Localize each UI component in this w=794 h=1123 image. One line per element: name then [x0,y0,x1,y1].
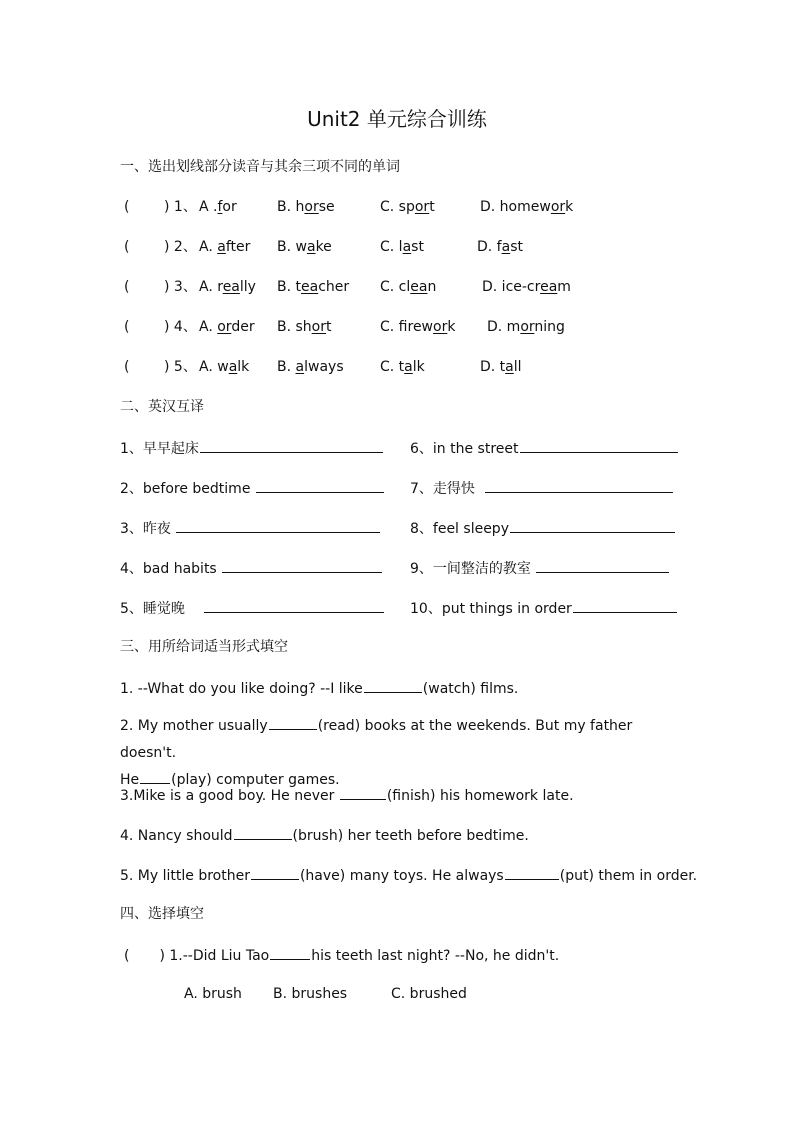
option-a[interactable]: A. walk [199,359,250,375]
answer-blank[interactable] [510,517,675,533]
underlined-letters: a [404,359,413,375]
answer-blank[interactable] [573,597,677,613]
fill-question-5: 5. My little brother (have) many toys. He always (put) them in order. [120,864,697,886]
question-number: ) 1、 [164,199,197,215]
option-d[interactable]: D. tall [480,359,522,375]
option-c[interactable]: C. talk [380,359,425,375]
answer-blank[interactable] [251,864,299,880]
answer-blank[interactable] [222,557,382,573]
underlined-letters: a [228,359,238,375]
underlined-letters: a [217,239,226,255]
option-c[interactable]: C. sport [380,199,435,215]
underlined-letters: or [217,319,232,335]
underlined-letters: a [402,239,412,255]
section4-heading: 四、选择填空 [120,906,204,922]
choice-option-c[interactable]: C. brushed [391,986,467,1002]
translate-item-10: 10、put things in order [410,597,678,619]
choice-option-a[interactable]: A. brush [184,986,242,1002]
translate-item-7: 7、走得快 [410,477,674,499]
option-a[interactable]: A. order [199,319,255,335]
answer-blank[interactable] [505,864,559,880]
answer-blank[interactable] [234,824,292,840]
option-b[interactable]: B. horse [277,199,335,215]
open-paren: ( [124,319,130,335]
underlined-letters: a [505,359,514,375]
underlined-letters: ea [301,279,319,295]
underlined-letters: or [550,199,566,215]
underlined-letters: f [217,199,223,215]
question-number: ) 3、 [164,279,197,295]
open-paren: ( [124,359,130,375]
translate-item-5: 5、睡觉晚 [120,597,385,619]
answer-blank[interactable] [364,677,422,693]
underlined-letters: or [414,199,430,215]
answer-blank[interactable] [270,944,310,960]
underlined-letters: a [295,359,305,375]
option-b[interactable]: B. wake [277,239,332,255]
fill-question-1: 1. --What do you like doing? --I like (watch) films. [120,677,518,699]
choice-question-1: ( ) 1.--Did Liu Tao his teeth last night? --No, he didn't. [124,944,559,966]
fill-question-4: 4. Nancy should (brush) her teeth before bedtime. [120,824,529,846]
page-title: Unit2 单元综合训练 [307,107,487,131]
answer-blank[interactable] [520,437,678,453]
answer-blank[interactable] [140,768,170,784]
underlined-letters: ea [410,279,428,295]
section1-heading: 一、选出划线部分读音与其余三项不同的单词 [120,159,400,175]
underlined-letters: or [433,319,448,335]
answer-blank[interactable] [340,784,386,800]
answer-blank[interactable] [256,477,384,493]
option-a[interactable]: A. after [199,239,251,255]
answer-space[interactable] [136,197,162,217]
option-a[interactable]: A .for [199,199,237,215]
option-c[interactable]: C. firework [380,319,456,335]
open-paren: ( [124,279,130,295]
question-number: ) 2、 [164,239,197,255]
open-paren: ( [124,199,130,215]
option-c[interactable]: C. clean [380,279,437,295]
fill-question-2: 2. My mother usually (read) books at the weekends. But my father doesn't. He (play) computer games. [120,713,680,794]
answer-blank[interactable] [485,477,673,493]
answer-blank[interactable] [536,557,669,573]
translate-item-6: 6、in the street [410,437,679,459]
translate-item-9: 9、一间整洁的教室 [410,557,670,579]
option-d[interactable]: D. homework [480,199,574,215]
answer-space[interactable] [136,357,162,377]
translate-item-4: 4、bad habits [120,557,383,579]
underlined-letters: or [520,319,535,335]
answer-blank[interactable] [204,597,384,613]
option-d[interactable]: D. morning [487,319,565,335]
answer-space[interactable] [136,277,162,297]
underlined-letters: or [304,199,319,215]
answer-blank[interactable] [200,437,383,453]
translate-item-2: 2、before bedtime [120,477,385,499]
translate-item-8: 8、feel sleepy [410,517,676,539]
underlined-letters: a [501,239,511,255]
section2-heading: 二、英汉互译 [120,399,204,415]
option-b[interactable]: B. teacher [277,279,350,295]
option-c[interactable]: C. last [380,239,424,255]
underlined-letters: a [306,239,316,255]
answer-space[interactable] [136,317,162,337]
question-number: ) 4、 [164,319,197,335]
choice-option-b[interactable]: B. brushes [273,986,348,1002]
underlined-letters: ea [222,279,240,295]
fill-question-3: 3.Mike is a good boy. He never (finish) his homework late. [120,784,574,806]
translate-item-3: 3、昨夜 [120,517,381,539]
option-b[interactable]: B. short [277,319,332,335]
answer-blank[interactable] [269,714,317,730]
section3-heading: 三、用所给词适当形式填空 [120,639,288,655]
option-d[interactable]: D. ice-cream [482,279,571,295]
answer-space[interactable] [136,237,162,257]
underlined-letters: ea [540,279,558,295]
answer-blank[interactable] [176,517,380,533]
translate-item-1: 1、早早起床 [120,437,384,459]
underlined-letters: or [311,319,326,335]
open-paren: ( [124,239,130,255]
question-number: ) 5、 [164,359,197,375]
option-a[interactable]: A. really [199,279,256,295]
option-d[interactable]: D. fast [477,239,523,255]
option-b[interactable]: B. always [277,359,344,375]
